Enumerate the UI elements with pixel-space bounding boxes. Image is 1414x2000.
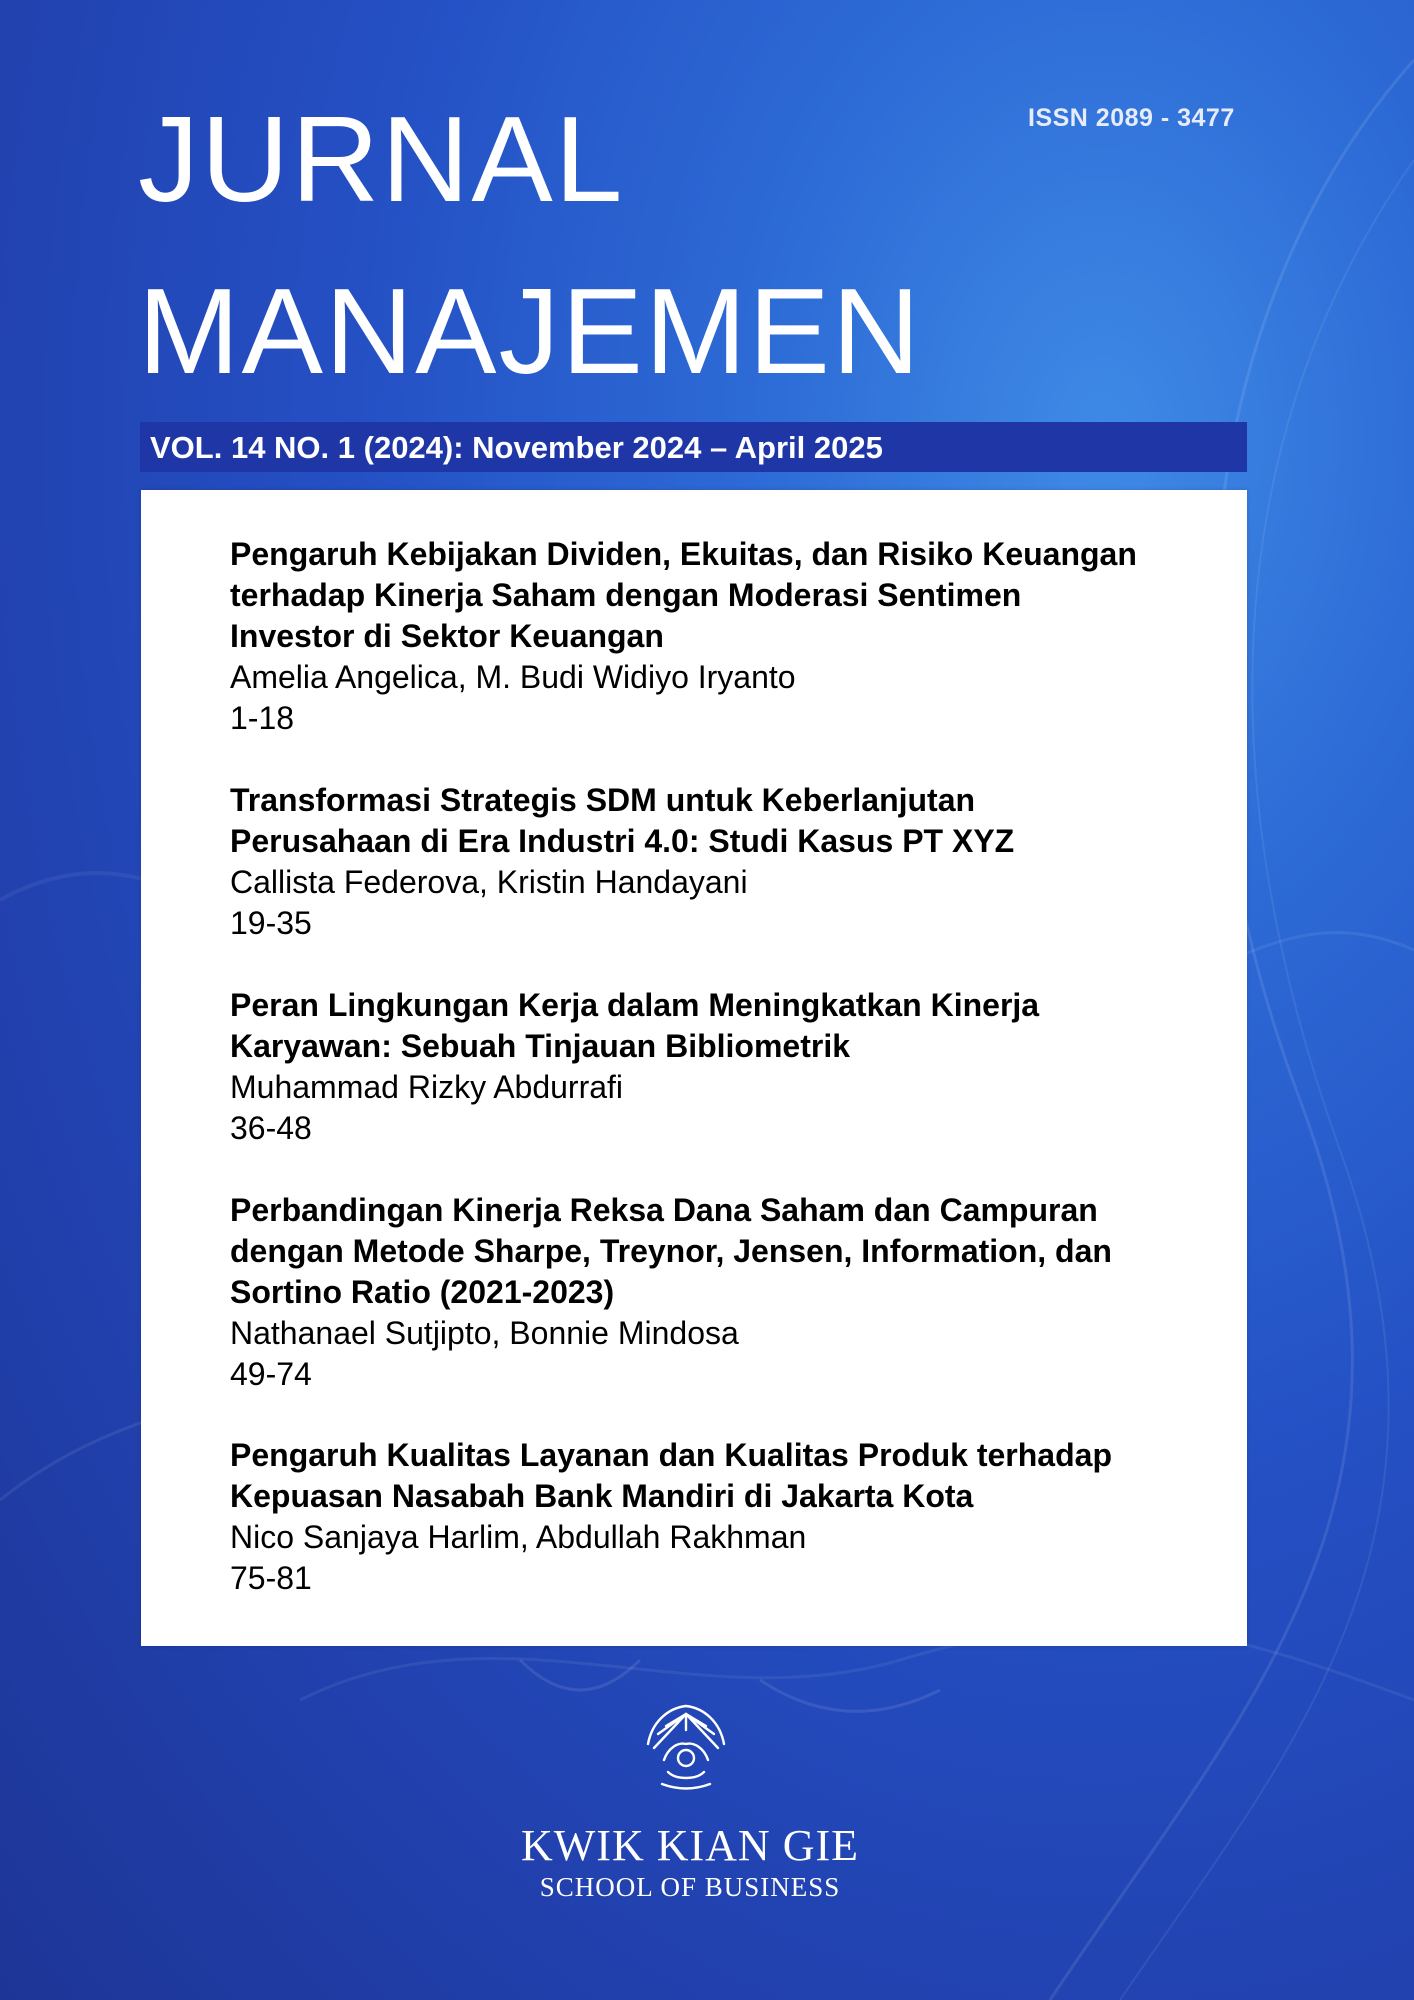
- article-authors: Nathanael Sutjipto, Bonnie Mindosa: [230, 1315, 739, 1351]
- article-authors: Amelia Angelica, M. Budi Widiyo Iryanto: [230, 659, 796, 695]
- article-title-line: Kepuasan Nasabah Bank Mandiri di Jakarta Kota: [230, 1478, 974, 1514]
- volume-label: VOL. 14 NO. 1 (2024): November 2024 – April 2025: [150, 430, 883, 465]
- article-pages: 75-81: [230, 1560, 312, 1596]
- article-authors: Nico Sanjaya Harlim, Abdullah Rakhman: [230, 1519, 807, 1555]
- article-entry: [230, 1435, 1190, 1599]
- publisher-name: KWIK KIAN GIE: [520, 1821, 859, 1870]
- article-title-line: Karyawan: Sebuah Tinjauan Bibliometrik: [230, 1028, 850, 1064]
- journal-title-line-2: MANAJEMEN: [138, 263, 922, 399]
- article-title-line: Perusahaan di Era Industri 4.0: Studi Kasus PT XYZ: [230, 823, 1015, 859]
- article-title-line: Pengaruh Kebijakan Dividen, Ekuitas, dan Risiko Keuangan: [230, 536, 1137, 572]
- issn-label: ISSN 2089 - 3477: [1028, 104, 1235, 132]
- publisher-logo: [0, 1700, 1414, 1900]
- publisher-subtitle: SCHOOL OF BUSINESS: [539, 1872, 841, 1902]
- article-authors: Callista Federova, Kristin Handayani: [230, 864, 748, 900]
- volume-bar: [140, 422, 1247, 472]
- winged-emblem-icon: [638, 1700, 734, 1792]
- article-title-line: dengan Metode Sharpe, Treynor, Jensen, Information, dan: [230, 1233, 1112, 1269]
- article-title-line: Pengaruh Kualitas Layanan dan Kualitas Produk terhadap: [230, 1437, 1112, 1473]
- journal-title-line-1: JURNAL: [138, 91, 625, 227]
- article-pages: 36-48: [230, 1110, 312, 1146]
- article-pages: 1-18: [230, 700, 295, 736]
- article-title-line: Investor di Sektor Keuangan: [230, 618, 664, 654]
- article-title-line: Perbandingan Kinerja Reksa Dana Saham dan Campuran: [230, 1192, 1098, 1228]
- article-title-line: Peran Lingkungan Kerja dalam Meningkatkan Kinerja: [230, 987, 1040, 1023]
- article-entry: [230, 985, 1190, 1149]
- article-entry: [230, 780, 1190, 944]
- article-title-line: terhadap Kinerja Saham dengan Moderasi Sentimen: [230, 577, 1022, 613]
- article-title-line: Sortino Ratio (2021-2023): [230, 1274, 615, 1310]
- article-authors: Muhammad Rizky Abdurrafi: [230, 1069, 624, 1105]
- article-entry: [230, 534, 1190, 739]
- table-of-contents-panel: [141, 490, 1247, 1646]
- article-title-line: Transformasi Strategis SDM untuk Keberlanjutan: [230, 782, 976, 818]
- article-pages: 49-74: [230, 1356, 312, 1392]
- article-entry: [230, 1190, 1190, 1395]
- article-pages: 19-35: [230, 905, 312, 941]
